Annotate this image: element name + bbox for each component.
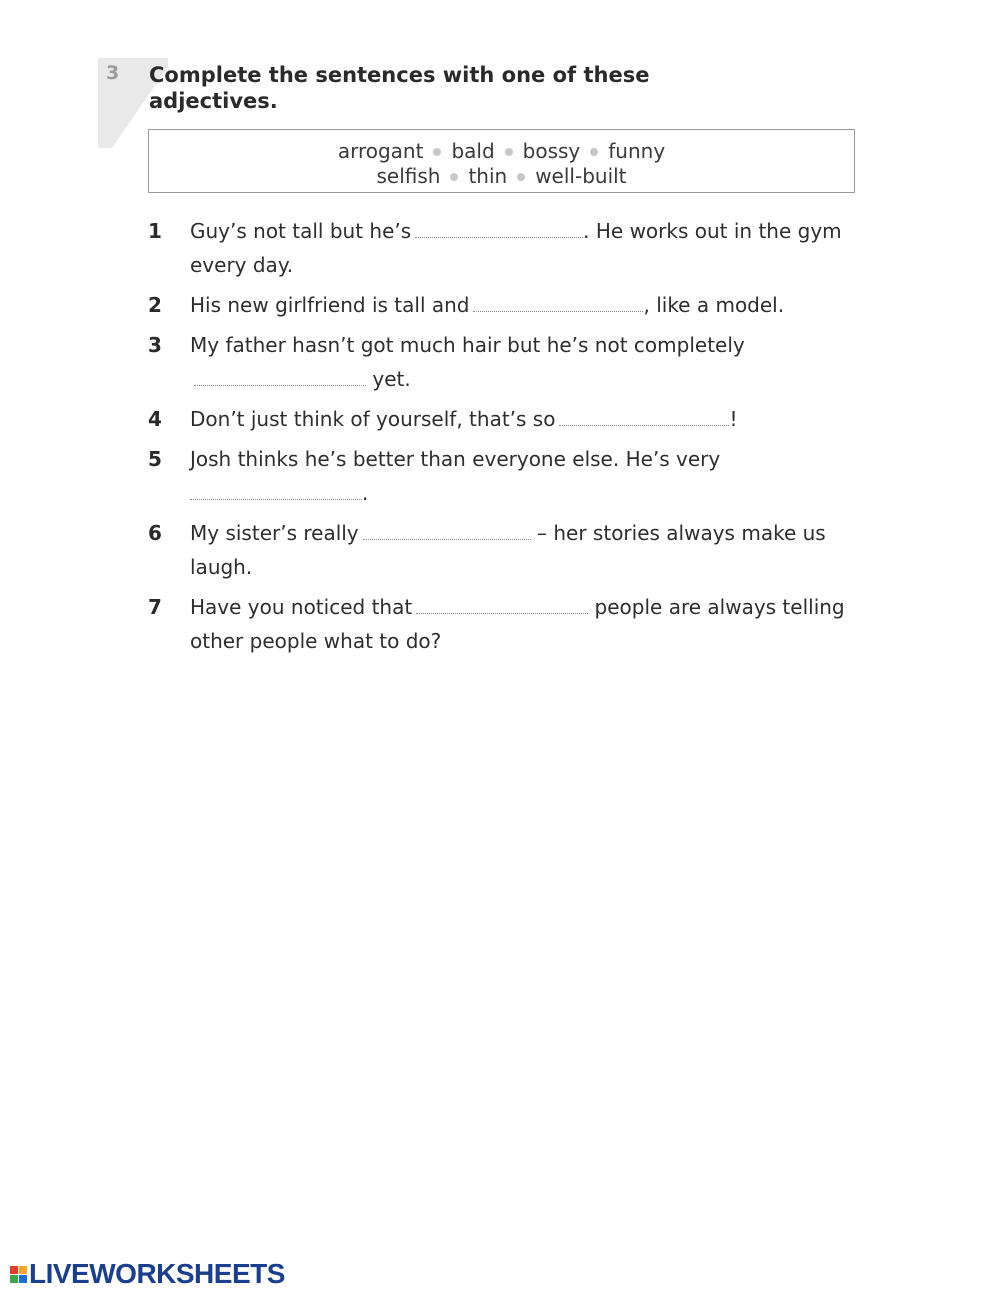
item-number: 3 xyxy=(148,333,162,357)
sentence-text-after: , like a model. xyxy=(643,293,785,317)
sentence-item xyxy=(148,402,848,436)
item-number: 2 xyxy=(148,293,162,317)
word-bank-word: funny xyxy=(608,139,666,163)
word-bank-word: selfish xyxy=(376,164,441,188)
item-number: 1 xyxy=(148,219,162,243)
sentence-item xyxy=(148,590,848,658)
answer-blank[interactable] xyxy=(415,217,583,238)
logo-square xyxy=(10,1266,18,1274)
sentence-item xyxy=(148,516,848,584)
sentence-text-after: ! xyxy=(729,407,738,431)
word-bank-line-1 xyxy=(149,139,854,164)
word-bank-word: bald xyxy=(451,139,495,163)
sentence-item xyxy=(148,328,848,396)
sentence-text-before: Josh thinks he’s better than everyone else. He’s very xyxy=(190,447,721,471)
sentence-text-after: . He works out in the gym every day. xyxy=(190,219,842,277)
word-bank-word: bossy xyxy=(522,139,581,163)
liveworksheets-logo xyxy=(10,1259,285,1289)
bullet-dot xyxy=(517,173,525,181)
word-bank-line-2 xyxy=(149,164,854,189)
exercise-instruction xyxy=(149,62,789,114)
item-number: 7 xyxy=(148,595,162,619)
sentence-text-after: – her stories always make us laugh. xyxy=(190,521,826,579)
liveworksheets-logo-icon xyxy=(10,1266,27,1283)
instruction-line-2: adjectives. xyxy=(149,89,278,113)
sentence-text-after: . xyxy=(362,481,369,505)
answer-blank[interactable] xyxy=(190,479,362,500)
sentence-text-after: people are always telling other people what to do? xyxy=(190,595,845,653)
sentence-text-before: My father hasn’t got much hair but he’s not completely xyxy=(190,333,745,357)
sentence-text-before: Don’t just think of yourself, that’s so xyxy=(190,407,556,431)
sentence-text-before: My sister’s really xyxy=(190,521,359,545)
answer-blank[interactable] xyxy=(559,405,729,426)
item-number: 4 xyxy=(148,407,162,431)
word-bank xyxy=(148,129,855,193)
bullet-dot xyxy=(433,148,441,156)
sentence-item xyxy=(148,288,848,322)
sentence-list xyxy=(148,214,848,664)
answer-blank[interactable] xyxy=(416,593,588,614)
bullet-dot xyxy=(450,173,458,181)
instruction-line-1: Complete the sentences with one of these xyxy=(149,63,650,87)
word-bank-word: thin xyxy=(468,164,508,188)
bullet-dot xyxy=(505,148,513,156)
word-bank-word: arrogant xyxy=(337,139,424,163)
bullet-dot xyxy=(590,148,598,156)
logo-text: LIVEWORKSHEETS xyxy=(29,1258,285,1289)
answer-blank[interactable] xyxy=(363,519,531,540)
item-number: 6 xyxy=(148,521,162,545)
answer-blank[interactable] xyxy=(194,365,366,386)
sentence-text-after: yet. xyxy=(366,367,411,391)
exercise-number: 3 xyxy=(106,62,120,84)
sentence-text-before: His new girlfriend is tall and xyxy=(190,293,470,317)
sentence-item xyxy=(148,442,848,510)
sentence-text-before: Guy’s not tall but he’s xyxy=(190,219,412,243)
item-number: 5 xyxy=(148,447,162,471)
logo-square xyxy=(19,1266,27,1274)
word-bank-word: well-built xyxy=(535,164,627,188)
sentence-text-before: Have you noticed that xyxy=(190,595,413,619)
logo-square xyxy=(19,1275,27,1283)
sentence-item xyxy=(148,214,848,282)
logo-square xyxy=(10,1275,18,1283)
answer-blank[interactable] xyxy=(473,291,643,312)
